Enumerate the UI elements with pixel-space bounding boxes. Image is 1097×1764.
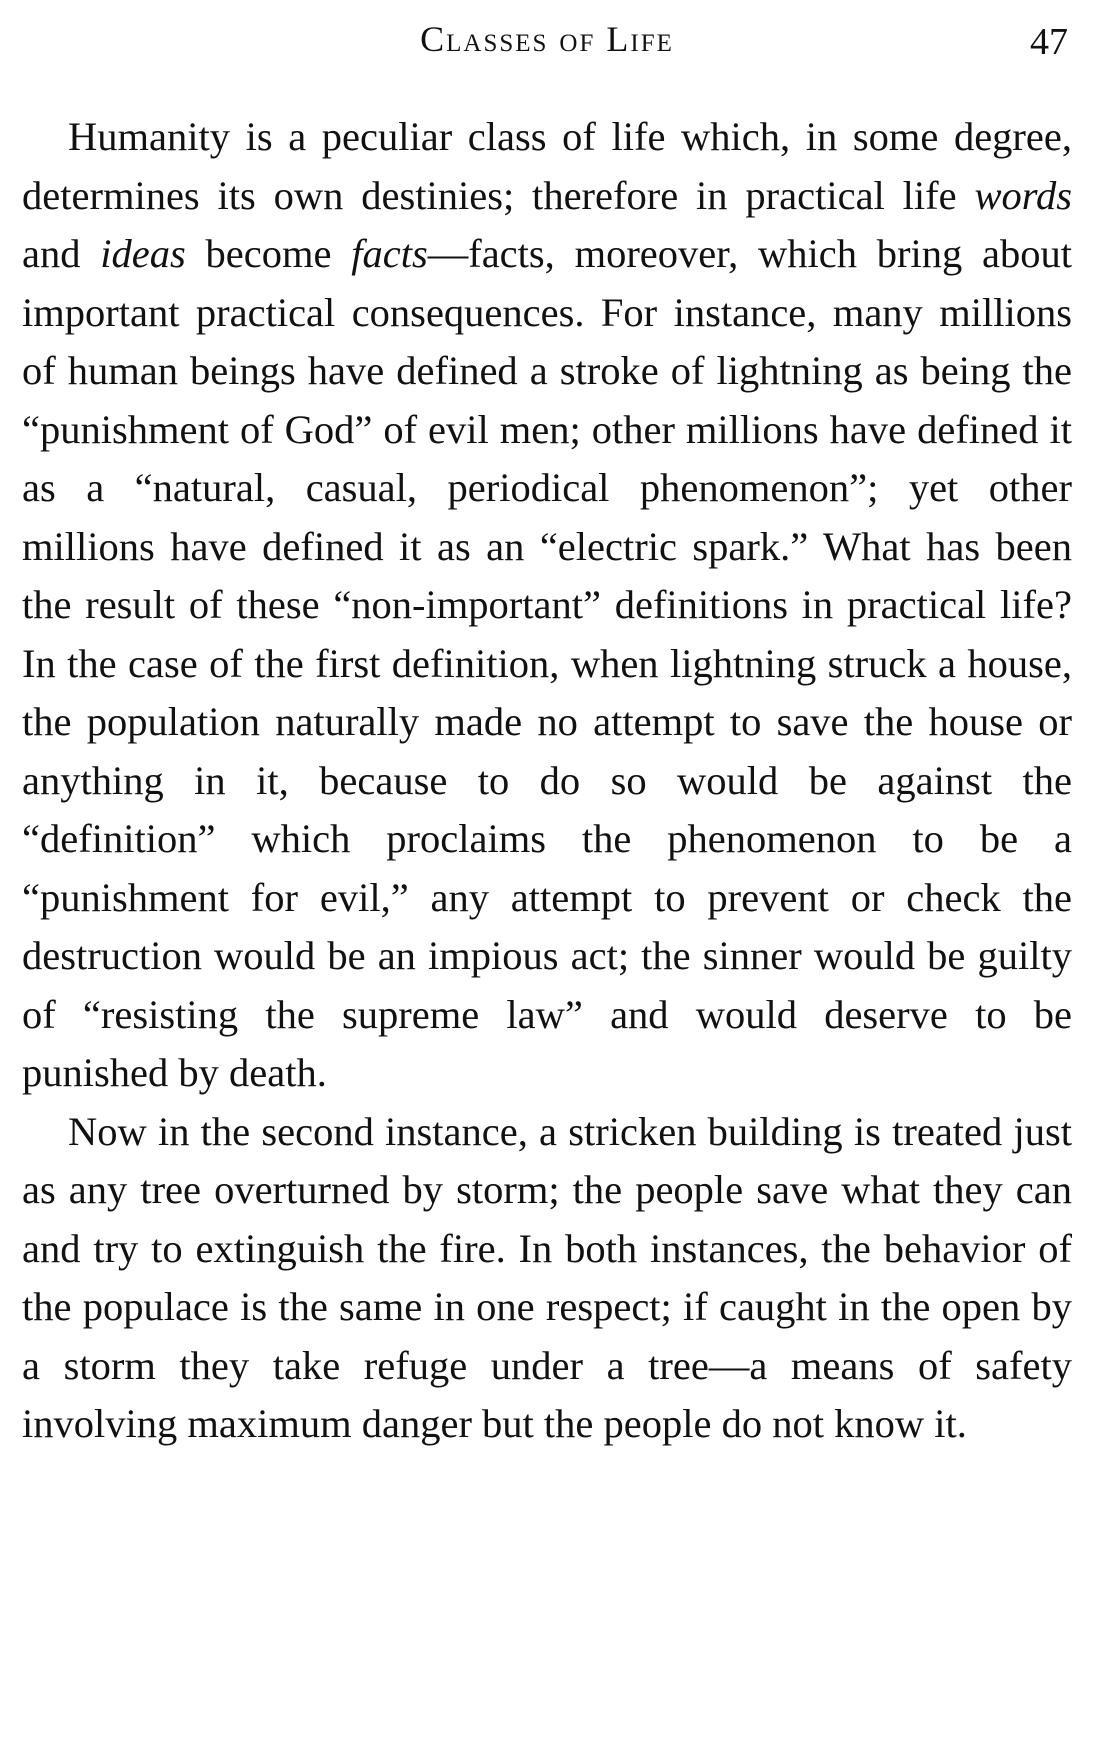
text-segment: —facts, moreover, which bring about important practical consequences. For instance, many millions of human beings have defined a stroke of lightning as being the “punishment of God” of evil men; other millions have defined it as a “natural, casual, periodical phenomenon”; yet other millions have defined it as an “electric spark.” What has been the result of these “non-important” definitions in practical life? In the case of the first definition, when lightning struck a house, the population naturally made no attempt to save the house or anything in it, because to do so would be against the “definition” which proclaims the phenomenon to be a “punishment for evil,” any attempt to prevent or check the destruction would be an impious act; the sinner would be guilty of “resisting the supreme law” and would deserve to be punished by death. [22,231,1072,1095]
text-segment: become [185,231,352,276]
book-page [22,0,1072,1764]
italic-word-ideas: ideas [100,231,186,276]
paragraph-2: Now in the second instance, a stricken building is treated just as any tree overturned by storm; the people save what they can and try to extinguish the fire. In both instances, the behavior of the populace is the same in one respect; if caught in the open by a storm they take refuge under a tree—a means of safety involving maximum danger but the people do not know it. [22,1108,1072,1446]
running-title: Classes of Life [420,19,674,59]
text-segment: and [22,231,101,276]
page-number: 47 [1030,21,1068,63]
paragraph-1 [22,108,1072,1103]
body-text [22,108,1072,1454]
italic-word-facts: facts [351,231,428,276]
running-head [22,0,1072,70]
italic-word-words: words [974,172,1072,218]
text-segment: Humanity is a peculiar class of life which, in some degree, determines its own destinies; therefore in practical life [22,114,1072,218]
